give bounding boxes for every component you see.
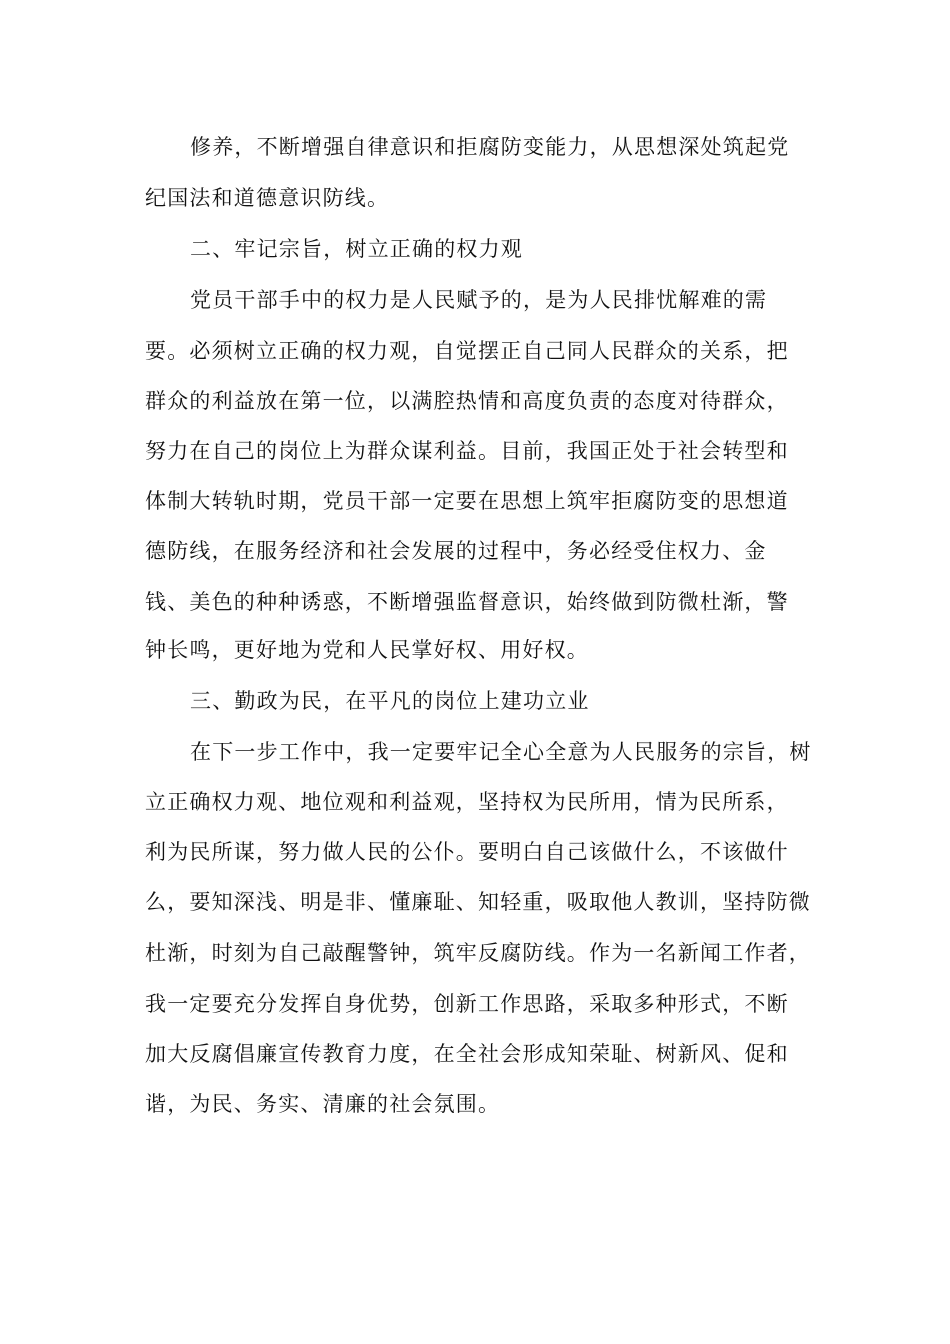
text-line: 纪国法和道德意识防线。 bbox=[145, 186, 390, 210]
text-line: 杜渐，时刻为自己敲醒警钟，筑牢反腐防线。作为一名新闻工作者， bbox=[145, 941, 811, 965]
text-line: 加大反腐倡廉宣传教育力度，在全社会形成知荣耻、树新风、促和 bbox=[145, 1042, 789, 1066]
text-line: 么，要知深浅、明是非、懂廉耻、知轻重，吸取他人教训，坚持防微 bbox=[145, 890, 811, 914]
text-line: 要。必须树立正确的权力观，自觉摆正自己同人民群众的关系，把 bbox=[145, 339, 789, 363]
text-line: 党员干部手中的权力是人民赋予的，是为人民排忧解难的需 bbox=[190, 288, 768, 312]
text-line: 谐，为民、务实、清廉的社会氛围。 bbox=[145, 1092, 501, 1116]
text-line: 我一定要充分发挥自身优势，创新工作思路，采取多种形式，不断 bbox=[145, 992, 789, 1016]
text-line: 德防线，在服务经济和社会发展的过程中，务必经受住权力、金 bbox=[145, 539, 767, 563]
text-line: 利为民所谋，努力做人民的公仆。要明白自己该做什么，不该做什 bbox=[145, 840, 789, 864]
text-line: 钟长鸣，更好地为党和人民掌好权、用好权。 bbox=[145, 638, 589, 662]
text-line: 群众的利益放在第一位，以满腔热情和高度负责的态度对待群众， bbox=[145, 389, 789, 413]
text-line: 修养，不断增强自律意识和拒腐防变能力，从思想深处筑起党 bbox=[190, 135, 790, 159]
text-line: 钱、美色的种种诱惑，不断增强监督意识，始终做到防微杜渐，警 bbox=[145, 590, 789, 614]
text-line: 立正确权力观、地位观和利益观，坚持权为民所用，情为民所系， bbox=[145, 790, 789, 814]
section-heading: 二、牢记宗旨，树立正确的权力观 bbox=[190, 237, 523, 261]
text-line: 在下一步工作中，我一定要牢记全心全意为人民服务的宗旨，树 bbox=[190, 740, 812, 764]
section-heading: 三、勤政为民，在平凡的岗位上建功立业 bbox=[190, 689, 590, 713]
text-line: 体制大转轨时期，党员干部一定要在思想上筑牢拒腐防变的思想道 bbox=[145, 489, 789, 513]
text-line: 努力在自己的岗位上为群众谋利益。目前，我国正处于社会转型和 bbox=[145, 439, 789, 463]
